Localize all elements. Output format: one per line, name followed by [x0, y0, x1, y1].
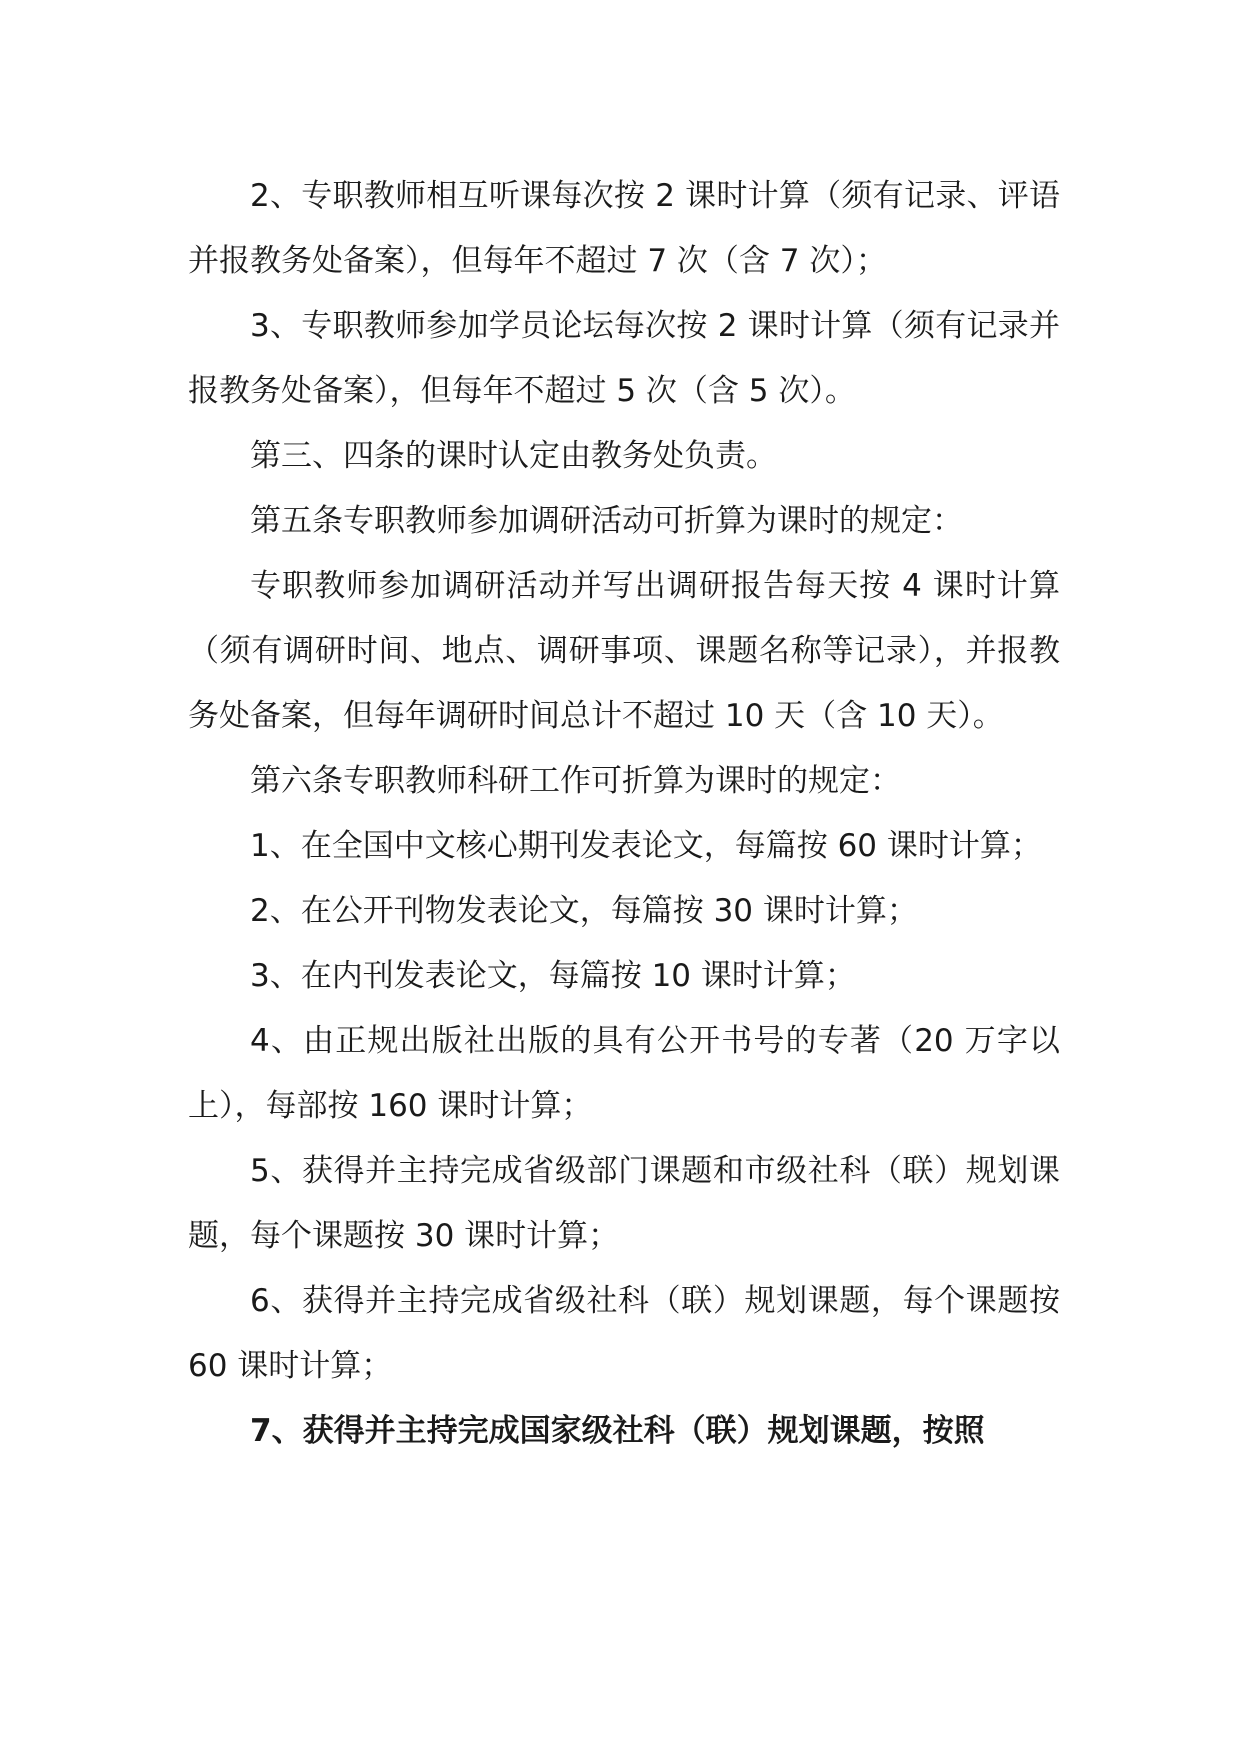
paragraph-article-3-4-note: 第三、四条的课时认定由教务处负责。	[250, 438, 777, 474]
paragraph-article-5-heading: 第五条专职教师参加调研活动可折算为课时的规定：	[250, 503, 963, 539]
paragraph-provincial-social-science-rule: 6、获得并主持完成省级社科（联）规划课题，每个课题按 60 课时计算；	[188, 1283, 1060, 1384]
paragraph-public-journal-rule: 2、在公开刊物发表论文，每篇按 30 课时计算；	[250, 893, 918, 929]
paragraph-listen-class-rule: 2、专职教师相互听课每次按 2 课时计算（须有记录、评语并报教务处备案），但每年不超过 7 次（含 7 次）；	[188, 178, 1060, 279]
paragraph-forum-rule: 3、专职教师参加学员论坛每次按 2 课时计算（须有记录并报教务处备案），但每年不超过 5 次（含 5 次）。	[188, 308, 1060, 409]
paragraph-research-rule: 专职教师参加调研活动并写出调研报告每天按 4 课时计算（须有调研时间、地点、调研事项、课题名称等记录），并报教务处备案，但每年调研时间总计不超过 10 天（含 10 天）。	[188, 568, 1060, 734]
paragraph-provincial-dept-project-rule: 5、获得并主持完成省级部门课题和市级社科（联）规划课题，每个课题按 30 课时计算；	[188, 1153, 1060, 1254]
paragraph-core-journal-rule: 1、在全国中文核心期刊发表论文，每篇按 60 课时计算；	[250, 828, 1042, 864]
paragraph-national-project-rule: 7、获得并主持完成国家级社科（联）规划课题，按照	[250, 1413, 985, 1449]
paragraph-monograph-rule: 4、由正规出版社出版的具有公开书号的专著（20 万字以上），每部按 160 课时计算；	[188, 1023, 1060, 1124]
paragraph-internal-journal-rule: 3、在内刊发表论文，每篇按 10 课时计算；	[250, 958, 856, 994]
document-body	[188, 164, 1060, 1464]
paragraph-article-6-heading: 第六条专职教师科研工作可折算为课时的规定：	[250, 763, 901, 799]
